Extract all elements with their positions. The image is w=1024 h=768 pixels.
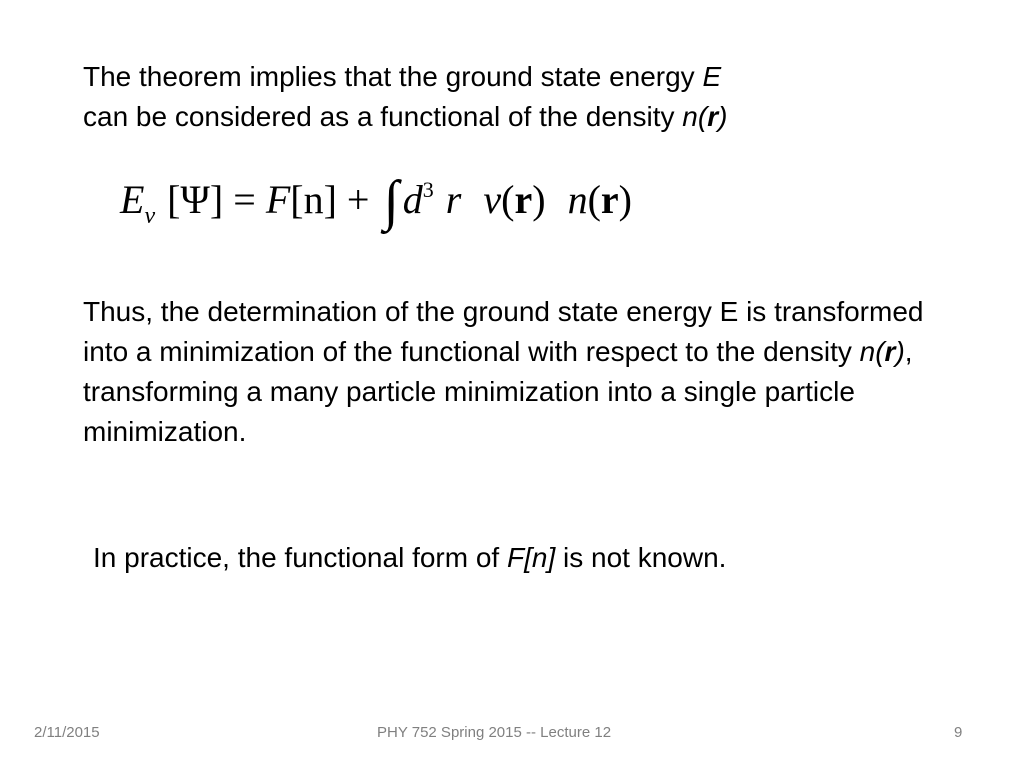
density-close-2: ) <box>895 336 905 367</box>
eq-psi-bracket: [Ψ] <box>167 177 224 222</box>
eq-rparen1: ) <box>532 177 546 222</box>
footer-page-number: 9 <box>954 724 963 741</box>
eq-E: E <box>120 177 145 222</box>
theorem-line2: can be considered as a functional of the density <box>83 101 683 132</box>
density-n: n( <box>682 101 708 132</box>
eq-bold-r1: r <box>514 177 533 222</box>
minimization-text-a: Thus, the determination of the ground state energy E is transformed into a minimization of the functional with respect to the density <box>83 296 924 367</box>
density-close: ) <box>718 101 728 132</box>
eq-bold-r2: r <box>600 177 619 222</box>
density-r: r <box>707 101 719 132</box>
eq-plus: + <box>346 177 370 222</box>
practice-text-a: In practice, the functional form of <box>93 542 507 573</box>
eq-r: r <box>445 177 462 222</box>
density-n-2: n( <box>859 336 885 367</box>
eq-F: F <box>265 177 291 222</box>
paragraph-theorem <box>83 57 963 137</box>
eq-v: v <box>483 177 502 222</box>
eq-sub-v: v <box>144 203 156 229</box>
minimization-text-b: , transforming a many particle minimization into a single particle minimization. <box>83 336 913 447</box>
footer-date: 2/11/2015 <box>34 724 100 741</box>
eq-rparen2: ) <box>618 177 632 222</box>
footer-course: PHY 752 Spring 2015 -- Lecture 12 <box>377 724 612 741</box>
eq-lparen2: ( <box>587 177 601 222</box>
energy-functional-equation <box>120 160 632 232</box>
paragraph-minimization <box>83 292 963 452</box>
energy-symbol: E <box>702 61 722 92</box>
eq-n-bracket: [n] <box>290 177 337 222</box>
density-r-2: r <box>884 336 896 367</box>
eq-equals: = <box>233 177 256 222</box>
integral-sign: ∫ <box>383 170 399 232</box>
paragraph-practice <box>93 538 973 578</box>
eq-lparen1: ( <box>501 177 515 222</box>
eq-n: n <box>567 177 588 222</box>
practice-text-b: is not known. <box>555 542 727 573</box>
eq-d: d <box>402 177 423 222</box>
functional-Fn: F[n] <box>506 542 556 573</box>
theorem-line1: The theorem implies that the ground state energy <box>83 61 703 92</box>
eq-sup-3: 3 <box>422 177 434 202</box>
